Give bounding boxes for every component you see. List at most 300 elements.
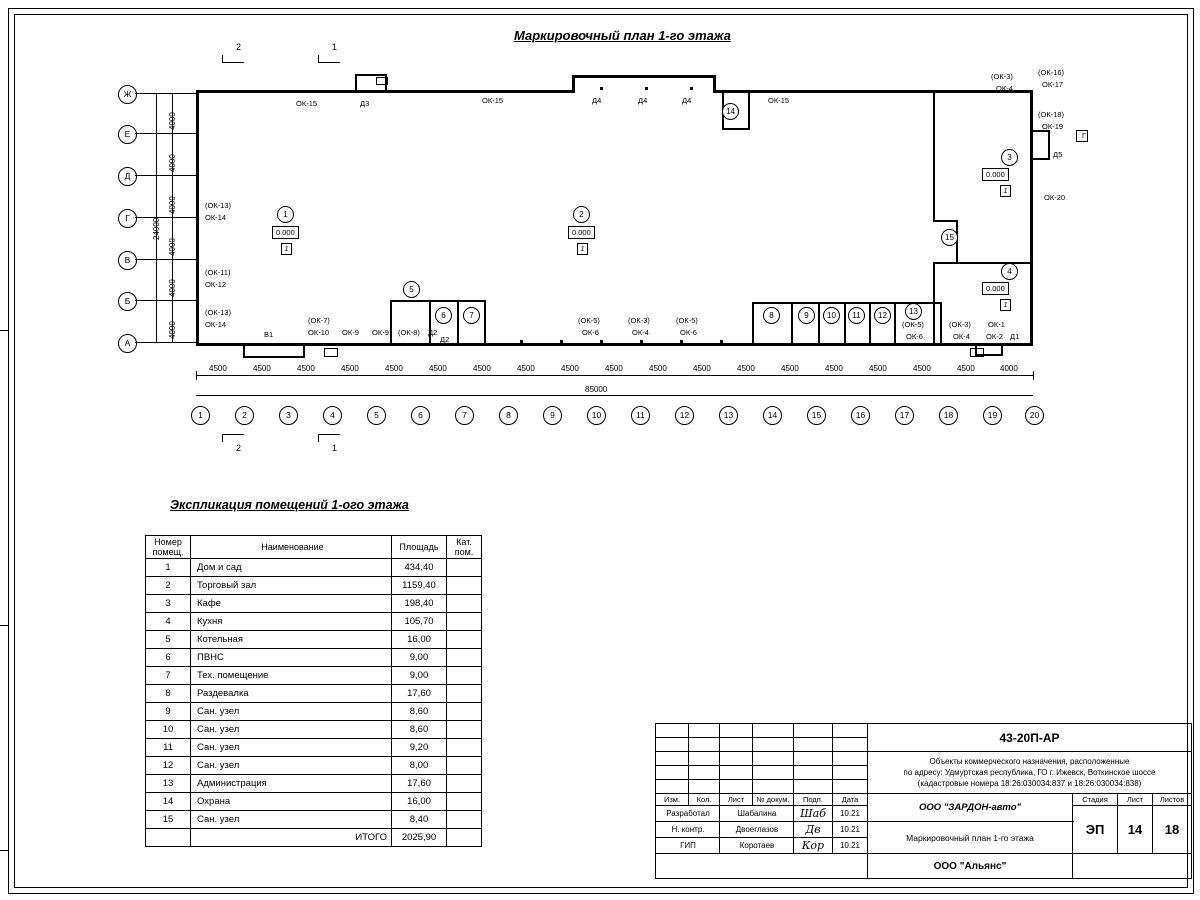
label-d4-c: Д4 <box>682 96 692 105</box>
cell-name: ПВНС <box>191 649 392 667</box>
vdim-4: 4000 <box>168 238 177 256</box>
role-normcontrol: Н. контр. <box>656 822 720 838</box>
hdim-15: 4500 <box>825 364 843 373</box>
section-line <box>222 434 244 435</box>
cell-cat <box>447 577 482 595</box>
axis-leader <box>135 93 197 94</box>
cell-area: 17,60 <box>392 685 447 703</box>
cell-name: Сан. узел <box>191 739 392 757</box>
sheets-value: 18 <box>1153 806 1192 854</box>
wall-internal <box>390 300 485 302</box>
dim-tick <box>196 371 197 380</box>
label-ok19: ОК-19 <box>1042 122 1064 131</box>
hdim-2: 4500 <box>253 364 271 373</box>
table-row <box>146 757 482 775</box>
total-cat <box>447 829 482 847</box>
room-marker-5: 5 <box>403 281 420 298</box>
signature-normcontrol: Дв <box>794 822 833 838</box>
axis-circle-2: 2 <box>235 406 254 425</box>
cell-name: Охрана <box>191 793 392 811</box>
porch-south <box>303 346 305 358</box>
axis-circle-4: 4 <box>323 406 342 425</box>
section-arrow <box>318 434 319 442</box>
label-d4-b: Д4 <box>638 96 648 105</box>
vdim-1: 4000 <box>168 112 177 130</box>
cell-name: Кафе <box>191 595 392 613</box>
stamp-bottom-right <box>1073 854 1192 879</box>
label-ok15-b: ОК-15 <box>482 96 504 105</box>
label-ok6-b: ОК-6 <box>680 328 697 337</box>
room-cat-1: 1 <box>281 243 292 255</box>
cell-name: Администрация <box>191 775 392 793</box>
date-developer: 10.21 <box>833 806 868 822</box>
object-line-1: Объекты коммерческого назначения, расположенные <box>929 757 1130 766</box>
wall-internal <box>457 300 459 346</box>
column-header-podp: Подп. <box>794 794 833 806</box>
cell-area: 434,40 <box>392 559 447 577</box>
cell-cat <box>447 685 482 703</box>
room-marker-12: 12 <box>874 307 891 324</box>
hdim-6: 4500 <box>429 364 447 373</box>
axis-leader <box>135 259 197 260</box>
door-swing <box>376 77 388 85</box>
table-row <box>146 631 482 649</box>
fold-tick <box>0 850 8 851</box>
label-ok18: (ОК-18) <box>1038 110 1065 119</box>
cell-number: 5 <box>146 631 191 649</box>
explication-table <box>145 535 482 847</box>
stamp-grid-cell <box>656 780 689 794</box>
wall-internal <box>429 300 431 346</box>
drawing-code: 43-20П-АР <box>868 724 1192 752</box>
table-row <box>146 703 482 721</box>
table-row <box>146 793 482 811</box>
section-line <box>318 434 340 435</box>
axis-circle-9: 9 <box>543 406 562 425</box>
cell-name: Сан. узел <box>191 757 392 775</box>
total-value: 2025,90 <box>392 829 447 847</box>
stamp-grid-cell <box>833 752 868 766</box>
cell-cat <box>447 739 482 757</box>
room-cat-4: 1 <box>1000 299 1011 311</box>
name-developer: Шабалина <box>720 806 794 822</box>
room-elev-3: 0.000 <box>982 168 1009 181</box>
vdim-2: 4000 <box>168 154 177 172</box>
axis-circle-zh: Ж <box>118 85 137 104</box>
cell-cat <box>447 721 482 739</box>
axis-circle-11: 11 <box>631 406 650 425</box>
door-swing <box>970 348 984 357</box>
label-ok4-a: ОК-4 <box>996 84 1013 93</box>
cell-number: 14 <box>146 793 191 811</box>
section-mark-1-bottom: 1 <box>332 443 338 453</box>
wall-internal <box>933 90 935 220</box>
room-marker-13: 13 <box>905 303 922 320</box>
cell-number: 1 <box>146 559 191 577</box>
label-d2-a: Д2 <box>428 328 438 337</box>
dim-tick <box>1033 371 1034 380</box>
label-ok5-a: (ОК-5) <box>578 316 600 325</box>
label-ok2: ОК-2 <box>986 332 1003 341</box>
stamp-grid-cell <box>794 752 833 766</box>
window-tick <box>600 340 603 343</box>
section-mark-2-bottom: 2 <box>236 443 242 453</box>
stamp-grid-cell <box>833 766 868 780</box>
room-elev-2: 0.000 <box>568 226 595 239</box>
vdim-6: 4000 <box>168 321 177 339</box>
table-row <box>146 775 482 793</box>
label-ok16: (ОК-16) <box>1038 68 1065 77</box>
stage-value: ЭП <box>1073 806 1118 854</box>
cell-cat <box>447 631 482 649</box>
wall-internal <box>390 300 392 346</box>
table-row <box>146 577 482 595</box>
axis-leader <box>135 217 197 218</box>
section-arrow <box>222 55 223 63</box>
label-v1: В1 <box>264 330 274 339</box>
wall-internal <box>933 262 935 346</box>
vdim-3: 4000 <box>168 196 177 214</box>
label-ok3-b: (ОК-3) <box>628 316 650 325</box>
axis-circle-17: 17 <box>895 406 914 425</box>
porch-south-right <box>1001 346 1003 356</box>
wall-internal <box>956 246 958 264</box>
cell-area: 17,60 <box>392 775 447 793</box>
axis-circle-16: 16 <box>851 406 870 425</box>
table-row <box>146 613 482 631</box>
sheets-header: Листов <box>1153 794 1192 806</box>
cell-area: 16,00 <box>392 793 447 811</box>
label-ok8: (ОК-8) <box>398 328 420 337</box>
object-description <box>868 752 1192 794</box>
axis-circle-1: 1 <box>191 406 210 425</box>
header-room-number: Номер помещ. <box>146 536 191 559</box>
stamp-grid-cell <box>794 780 833 794</box>
stamp-bottom-left <box>656 854 868 879</box>
wall-internal <box>869 302 871 346</box>
porch-east <box>1048 130 1050 160</box>
label-ok15-c: ОК-15 <box>768 96 790 105</box>
axis-leader <box>135 300 197 301</box>
stamp-grid-cell <box>656 752 689 766</box>
client-cell <box>868 794 1073 822</box>
signature-developer: Шаб <box>794 806 833 822</box>
axis-circle-15: 15 <box>807 406 826 425</box>
hdim-3: 4500 <box>297 364 315 373</box>
cell-name: Тех. помещение <box>191 667 392 685</box>
table-header-row <box>146 536 482 559</box>
header-area: Площадь <box>392 536 447 559</box>
sheet-header: Лист <box>1118 794 1153 806</box>
label-ok5-b: (ОК-5) <box>676 316 698 325</box>
cell-number: 10 <box>146 721 191 739</box>
hdim-9: 4500 <box>561 364 579 373</box>
porch-south <box>243 356 305 358</box>
vdim-total: 24000 <box>152 217 161 240</box>
axis-circle-18: 18 <box>939 406 958 425</box>
porch-right <box>722 128 750 130</box>
wall-internal <box>940 302 942 346</box>
header-room-name: Наименование <box>191 536 392 559</box>
room-elev-4: 0.000 <box>982 282 1009 295</box>
axis-circle-19: 19 <box>983 406 1002 425</box>
wall-internal <box>844 302 846 346</box>
room-marker-15: 15 <box>941 229 958 246</box>
stamp-grid-cell <box>720 766 753 780</box>
sheet-value: 14 <box>1118 806 1153 854</box>
label-ok4-c: ОК-4 <box>953 332 970 341</box>
stamp-grid-cell <box>753 738 794 752</box>
stamp-grid-cell <box>720 752 753 766</box>
object-line-2: по адресу: Удмуртская республика, ГО г. Ижевск, Воткинское шоссе <box>903 768 1156 777</box>
cell-cat <box>447 793 482 811</box>
hdim-10: 4500 <box>605 364 623 373</box>
label-ok20: ОК-20 <box>1044 193 1066 202</box>
axis-circle-12: 12 <box>675 406 694 425</box>
wall-internal <box>791 302 793 346</box>
name-normcontrol: Двоеглазов <box>720 822 794 838</box>
wall-internal <box>933 220 957 222</box>
dim-line-vertical <box>172 93 173 342</box>
cell-cat <box>447 811 482 829</box>
stamp-grid-cell <box>833 724 868 738</box>
window-tick <box>720 340 723 343</box>
label-ok9-a: ОК-9 <box>342 328 359 337</box>
column-header-dokum: № докум. <box>753 794 794 806</box>
cell-cat <box>447 649 482 667</box>
axis-circle-13: 13 <box>719 406 738 425</box>
label-ok12: ОК-12 <box>205 280 227 289</box>
designer-cell <box>868 854 1073 879</box>
wall-internal <box>752 302 754 346</box>
hdim-8: 4500 <box>517 364 535 373</box>
cell-number: 11 <box>146 739 191 757</box>
cell-name: Кухня <box>191 613 392 631</box>
stamp-grid-cell <box>689 766 720 780</box>
cell-number: 9 <box>146 703 191 721</box>
label-ok9-b: ОК-9 <box>372 328 389 337</box>
wall-left <box>196 90 199 346</box>
cell-area: 9,20 <box>392 739 447 757</box>
table-row <box>146 559 482 577</box>
room-marker-14: 14 <box>722 103 739 120</box>
stamp-grid-cell <box>656 738 689 752</box>
label-ok6-c: ОК-6 <box>906 332 923 341</box>
axis-circle-10: 10 <box>587 406 606 425</box>
stamp-grid-cell <box>794 724 833 738</box>
axis-circle-d: Д <box>118 167 137 186</box>
cell-name: Сан. узел <box>191 721 392 739</box>
cell-name: Сан. узел <box>191 703 392 721</box>
fold-tick <box>0 625 8 626</box>
label-d4-a: Д4 <box>592 96 602 105</box>
axis-circle-a: А <box>118 334 137 353</box>
stamp-grid-cell <box>753 766 794 780</box>
label-d3: Д3 <box>360 99 370 108</box>
wall-top-right <box>713 90 1033 93</box>
axis-leader <box>135 133 197 134</box>
label-ok1: ОК-1 <box>988 320 1005 329</box>
cell-area: 9,00 <box>392 649 447 667</box>
axis-circle-14: 14 <box>763 406 782 425</box>
wall-right <box>1030 90 1033 346</box>
role-developer: Разработал <box>656 806 720 822</box>
porch-east <box>1032 158 1050 160</box>
cell-area: 105,70 <box>392 613 447 631</box>
cell-number: 7 <box>146 667 191 685</box>
wall-recess-top <box>572 75 716 78</box>
stamp-grid-cell <box>689 738 720 752</box>
cell-name: Раздевалка <box>191 685 392 703</box>
cell-number: 4 <box>146 613 191 631</box>
cell-number: 15 <box>146 811 191 829</box>
window-tick <box>560 340 563 343</box>
label-ok6-a: ОК-6 <box>582 328 599 337</box>
porch <box>355 74 357 91</box>
signature-gip: Кор <box>794 838 833 854</box>
label-ok15-a: ОК-15 <box>296 99 318 108</box>
label-d1: Д1 <box>1010 332 1020 341</box>
title-block <box>655 723 1192 879</box>
axis-circle-3: 3 <box>279 406 298 425</box>
cell-cat <box>447 703 482 721</box>
wall-internal <box>484 300 486 346</box>
axis-circle-e: Е <box>118 125 137 144</box>
hdim-13: 4500 <box>737 364 755 373</box>
section-arrow <box>222 434 223 442</box>
stage-header: Стадия <box>1073 794 1118 806</box>
cell-area: 8,60 <box>392 721 447 739</box>
stamp-grid-cell <box>833 780 868 794</box>
hdim-7: 4500 <box>473 364 491 373</box>
window-tick <box>680 340 683 343</box>
cell-name: Дом и сад <box>191 559 392 577</box>
label-ok4-b: ОК-4 <box>632 328 649 337</box>
axis-leader <box>135 342 197 343</box>
column-header-kol: Кол. <box>689 794 720 806</box>
cell-area: 8,00 <box>392 757 447 775</box>
axis-circle-8: 8 <box>499 406 518 425</box>
cell-name: Торговый зал <box>191 577 392 595</box>
table-row <box>146 685 482 703</box>
wall-internal <box>818 302 820 346</box>
label-g: Г <box>1082 131 1087 140</box>
stamp-grid-cell <box>689 780 720 794</box>
cell-cat <box>447 613 482 631</box>
wall-internal <box>894 302 896 346</box>
cell-number: 3 <box>146 595 191 613</box>
label-ok17: ОК-17 <box>1042 80 1064 89</box>
label-d2-b: Д2 <box>440 335 450 344</box>
total-empty <box>146 829 191 847</box>
designer-name: ООО "Альянс" <box>933 860 1007 872</box>
room-marker-3: 3 <box>1001 149 1018 166</box>
room-marker-1: 1 <box>277 206 294 223</box>
axis-circle-20: 20 <box>1025 406 1044 425</box>
hdim-17: 4500 <box>913 364 931 373</box>
room-marker-8: 8 <box>763 307 780 324</box>
room-elev-1: 0.000 <box>272 226 299 239</box>
hdim-5: 4500 <box>385 364 403 373</box>
label-ok10: ОК-10 <box>308 328 330 337</box>
stamp-grid-cell <box>656 724 689 738</box>
stamp-grid-cell <box>656 766 689 780</box>
label-ok13-a: (ОК-13) <box>205 201 232 210</box>
column-header-izm: Изм. <box>656 794 689 806</box>
door-swing <box>324 348 338 357</box>
cell-area: 198,40 <box>392 595 447 613</box>
dim-line-horizontal-total <box>196 395 1033 396</box>
room-marker-11: 11 <box>848 307 865 324</box>
cell-area: 1159,40 <box>392 577 447 595</box>
section-arrow <box>318 55 319 63</box>
label-ok14-b: ОК-14 <box>205 320 227 329</box>
label-ok14-a: ОК-14 <box>205 213 227 222</box>
hdim-4: 4500 <box>341 364 359 373</box>
cell-name: Котельная <box>191 631 392 649</box>
cell-number: 6 <box>146 649 191 667</box>
axis-circle-b: Б <box>118 292 137 311</box>
hdim-18: 4500 <box>957 364 975 373</box>
cell-cat <box>447 559 482 577</box>
stamp-grid-cell <box>753 780 794 794</box>
axis-circle-5: 5 <box>367 406 386 425</box>
stamp-grid-cell <box>720 738 753 752</box>
label-ok3-c: (ОК-3) <box>949 320 971 329</box>
axis-circle-6: 6 <box>411 406 430 425</box>
drawing-name: Маркировочный план 1-го этажа <box>906 832 1034 843</box>
room-cat-3: 1 <box>1000 185 1011 197</box>
table-row <box>146 811 482 829</box>
hdim-11: 4500 <box>649 364 667 373</box>
client-name: ООО "ЗАРДОН-авто" <box>918 802 1022 813</box>
label-ok5-c: (ОК-5) <box>902 320 924 329</box>
stamp-grid-cell <box>753 724 794 738</box>
stamp-grid-cell <box>833 738 868 752</box>
stamp-grid-cell <box>689 724 720 738</box>
table-row <box>146 667 482 685</box>
cell-number: 2 <box>146 577 191 595</box>
room-cat-2: 1 <box>577 243 588 255</box>
stamp-grid-cell <box>794 766 833 780</box>
object-line-3: (кадастровые номера 18:26:030034:837 и 18:26:030034:838) <box>917 779 1142 788</box>
section-mark-1-top: 1 <box>332 42 338 52</box>
window-tick <box>645 87 648 90</box>
column-header-list: Лист <box>720 794 753 806</box>
date-gip: 10.21 <box>833 838 868 854</box>
room-marker-9: 9 <box>798 307 815 324</box>
stamp-grid-cell <box>720 724 753 738</box>
cell-number: 12 <box>146 757 191 775</box>
dim-line-horizontal <box>196 375 1033 376</box>
cell-area: 16,00 <box>392 631 447 649</box>
plan-title: Маркировочный план 1-го этажа <box>514 28 731 43</box>
cell-name: Сан. узел <box>191 811 392 829</box>
table-row <box>146 739 482 757</box>
room-marker-2: 2 <box>573 206 590 223</box>
room-marker-10: 10 <box>823 307 840 324</box>
window-tick <box>640 340 643 343</box>
label-ok3-a: (ОК-3) <box>991 72 1013 81</box>
section-line <box>318 62 340 63</box>
cell-area: 8,60 <box>392 703 447 721</box>
porch-right <box>748 90 750 130</box>
cell-number: 8 <box>146 685 191 703</box>
room-marker-4: 4 <box>1001 263 1018 280</box>
stamp-grid-cell <box>794 738 833 752</box>
wall-bottom <box>196 343 1033 346</box>
label-ok13-b: (ОК-13) <box>205 308 232 317</box>
